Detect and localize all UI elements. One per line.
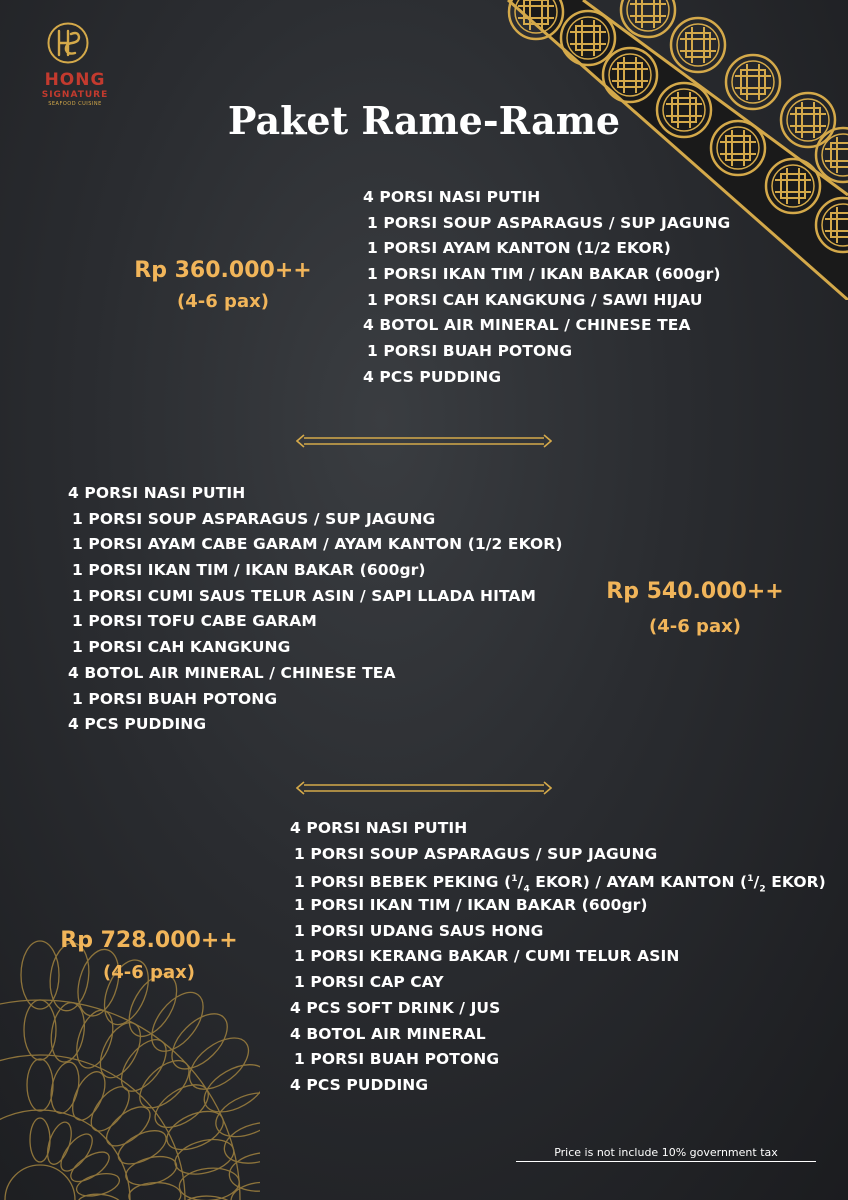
brand-name: HONG	[44, 70, 106, 90]
list-item: 1 PORSI BEBEK PEKING ($^1/_4$ EKOR) / AYAM KANTON ($^1/_2$ EKOR)	[294, 873, 826, 895]
footer-divider	[516, 1161, 816, 1162]
ornamental-divider-1	[296, 434, 552, 448]
package-2-items	[68, 481, 563, 738]
logo-emblem-icon	[47, 22, 89, 64]
list-item: 1 PORSI BUAH POTONG	[72, 689, 278, 708]
package-1-pax: (4-6 pax)	[177, 291, 269, 312]
list-item: 4 PORSI NASI PUTIH	[290, 819, 468, 837]
package-3-pax: (4-6 pax)	[103, 962, 195, 983]
list-item: 4 BOTOL AIR MINERAL	[290, 1024, 486, 1043]
list-item: 1 PORSI IKAN TIM / IKAN BAKAR (600gr)	[72, 561, 426, 580]
brand-subtitle: SIGNATURE	[41, 90, 109, 100]
list-item: 4 PCS PUDDING	[363, 367, 502, 386]
list-item: 1 PORSI BUAH POTONG	[367, 342, 573, 361]
list-item: 4 PCS PUDDING	[68, 715, 207, 734]
list-item: 1 PORSI SOUP ASPARAGUS / SUP JAGUNG	[367, 213, 731, 232]
package-2-pax: (4-6 pax)	[649, 616, 741, 637]
list-item: 4 PCS SOFT DRINK / JUS	[290, 998, 501, 1017]
list-item: 1 PORSI AYAM KANTON (1/2 EKOR)	[367, 239, 671, 258]
list-item: 1 PORSI SOUP ASPARAGUS / SUP JAGUNG	[294, 844, 658, 863]
list-item: 1 PORSI CAP CAY	[294, 973, 444, 992]
list-item: 1 PORSI IKAN TIM / IKAN BAKAR (600gr)	[294, 896, 648, 915]
list-item: 1 PORSI IKAN TIM / IKAN BAKAR (600gr)	[367, 265, 721, 284]
list-item: 4 BOTOL AIR MINERAL / CHINESE TEA	[363, 316, 691, 335]
tax-note: Price is not include 10% government tax	[554, 1146, 778, 1159]
package-2-price: Rp 540.000++	[606, 579, 784, 604]
package-3-price: Rp 728.000++	[60, 928, 238, 953]
list-item: 1 PORSI CAH KANGKUNG	[72, 638, 291, 657]
list-item: 1 PORSI AYAM CABE GARAM / AYAM KANTON (1/2 EKOR)	[72, 535, 563, 554]
list-item: 1 PORSI KERANG BAKAR / CUMI TELUR ASIN	[294, 947, 680, 966]
package-1-items	[363, 185, 730, 391]
page-title: Paket Rame-Rame	[227, 98, 621, 143]
package-3-items	[290, 816, 826, 1099]
package-1-price: Rp 360.000++	[134, 258, 312, 283]
brand-tagline: SEAFOOD CUISINE	[48, 101, 102, 107]
list-item: 1 PORSI UDANG SAUS HONG	[294, 921, 544, 940]
list-item: 4 PCS PUDDING	[290, 1075, 429, 1094]
list-item: 1 PORSI BUAH POTONG	[294, 1050, 500, 1069]
list-item: 1 PORSI SOUP ASPARAGUS / SUP JAGUNG	[72, 509, 436, 528]
ornamental-divider-2	[296, 781, 552, 795]
list-item: 1 PORSI TOFU CABE GARAM	[72, 612, 317, 631]
list-item: 4 BOTOL AIR MINERAL / CHINESE TEA	[68, 663, 396, 682]
list-item: 4 PORSI NASI PUTIH	[68, 484, 246, 502]
list-item: 4 PORSI NASI PUTIH	[363, 188, 541, 206]
list-item: 1 PORSI CUMI SAUS TELUR ASIN / SAPI LLADA HITAM	[72, 586, 537, 605]
list-item: 1 PORSI CAH KANGKUNG / SAWI HIJAU	[367, 290, 703, 309]
